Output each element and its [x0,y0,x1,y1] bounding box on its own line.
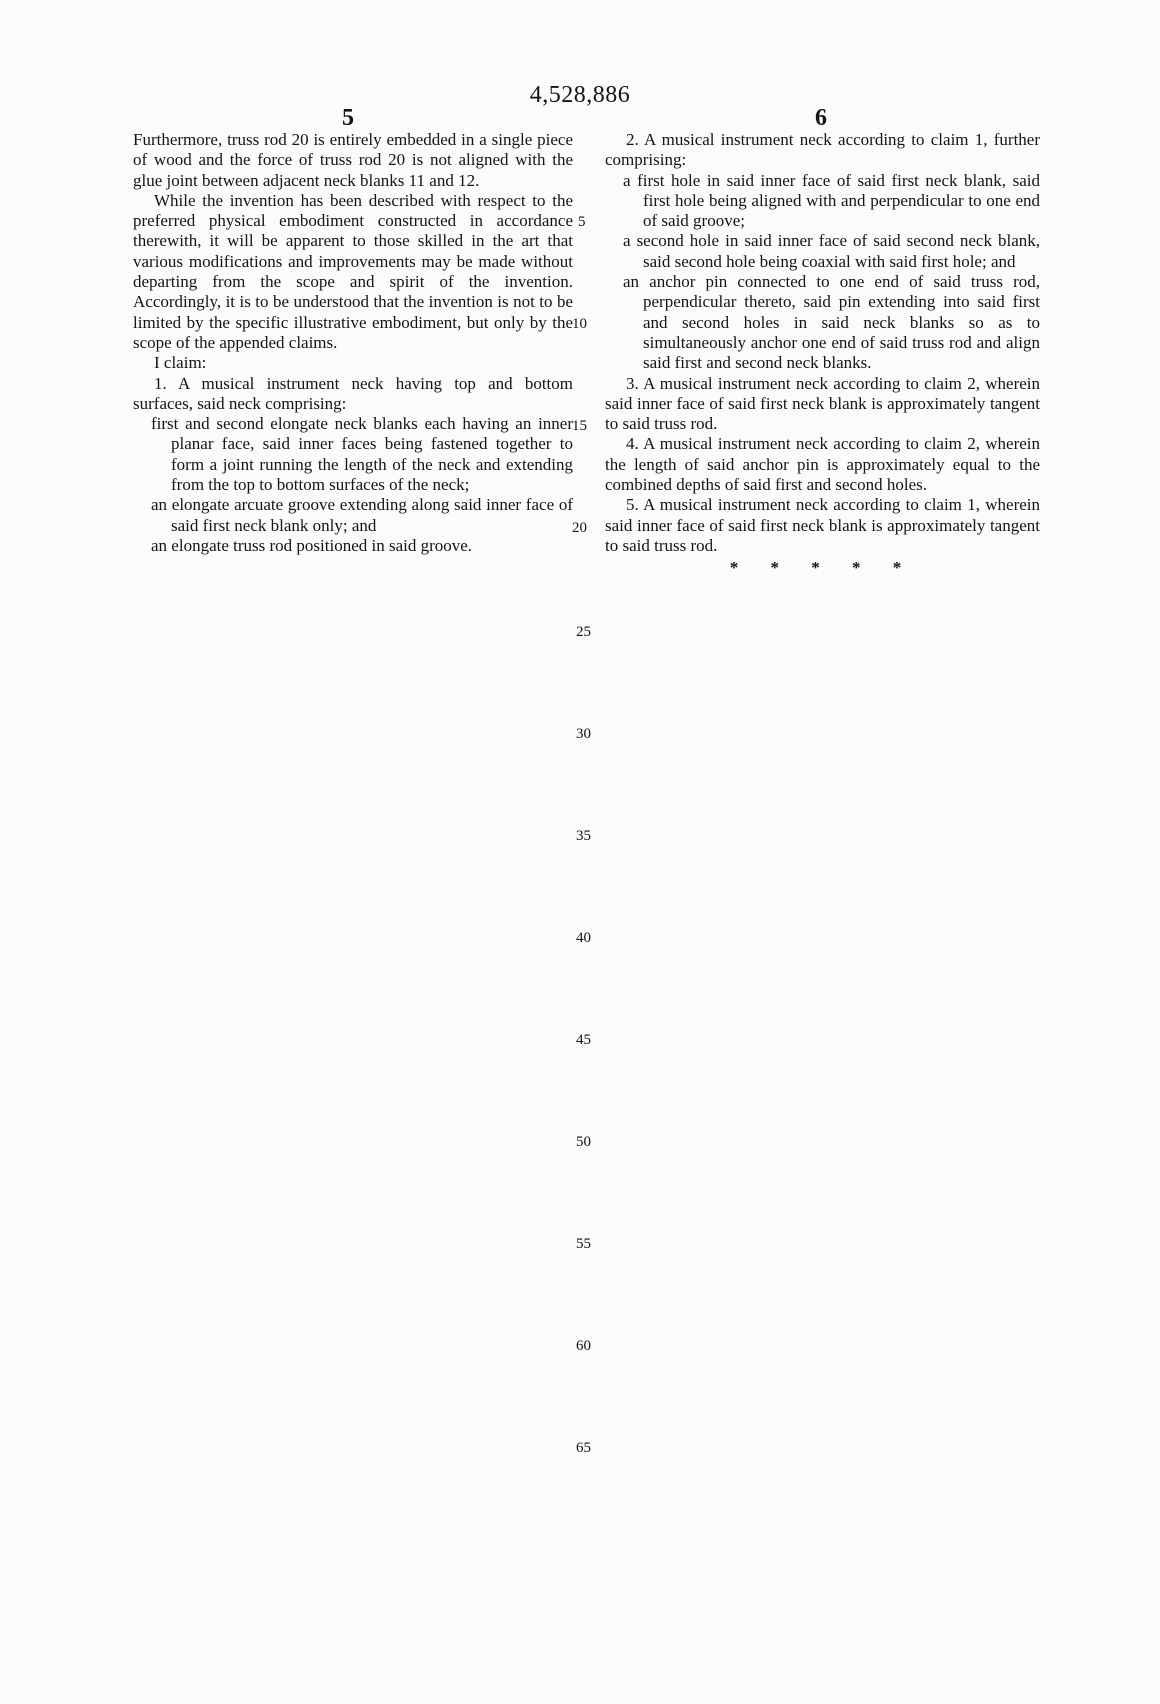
left-column [133,130,573,556]
line-number: 25 [576,624,591,640]
claim-clause: an elongate arcuate groove extending along said inner face of said first neck blank only; and [151,495,573,535]
line-number: 35 [576,828,591,844]
claims-intro: I claim: [154,353,207,373]
line-number: 30 [576,726,591,742]
line-number: 50 [576,1134,591,1150]
claim-2: 2. A musical instrument neck according to claim 1, further comprising: [605,130,1040,170]
paragraph: While the invention has been described with respect to the preferred physical embodiment constructed in accordance therewith, it will be apparent to those skilled in the art that various modifications and improvements may be made without departing from the scope and spirit of the invention. Accordingly, it is to be understood that the invention is not to be limited by the specific illustrative embodiment, but only by the scope of the appended claims. [133,190,573,352]
claim-clause: first and second elongate neck blanks each having an inner planar face, said inner faces being fastened together to form a joint running the length of the neck and extending from the top to bottom surfaces of the neck; [151,414,573,495]
right-column [605,130,1040,579]
line-number: 10 [572,316,587,332]
claim-1: 1. A musical instrument neck having top and bottom surfaces, said neck comprising: [133,373,573,413]
right-column-number: 6 [815,105,827,131]
patent-number: 4,528,886 [529,82,631,108]
line-number: 55 [576,1236,591,1252]
claim-3: 3. A musical instrument neck according to claim 2, wherein said inner face of said first neck blank is approximately tangent to said truss rod. [605,373,1040,434]
line-number: 40 [576,930,591,946]
claim-5: 5. A musical instrument neck according to claim 1, wherein said inner face of said first neck blank is approximately tangent to said truss rod. [605,495,1040,555]
claim-clause: an elongate truss rod positioned in said groove. [151,535,473,555]
line-number: 65 [576,1440,591,1456]
claim-clause: a second hole in said inner face of said second neck blank, said second hole being coaxial with said first hole; and [623,231,1040,271]
line-number: 60 [576,1338,591,1354]
claim-4: 4. A musical instrument neck according to claim 2, wherein the length of said anchor pin is approximately equal to the combined depths of said first and second holes. [605,434,1040,495]
end-stars: * * * * * [729,558,916,578]
line-number: 20 [572,520,587,536]
claim-clause: a first hole in said inner face of said first neck blank, said first hole being aligned with and perpendicular to one end of said groove; [623,170,1040,231]
left-column-number: 5 [342,105,354,131]
line-number: 15 [572,418,587,434]
line-number: 5 [578,214,586,230]
paragraph: Furthermore, truss rod 20 is entirely embedded in a single piece of wood and the force of truss rod 20 is not aligned with the glue joint between adjacent neck blanks 11 and 12. [133,130,573,190]
line-number: 45 [576,1032,591,1048]
claim-clause: an anchor pin connected to one end of said truss rod, perpendicular thereto, said pin extending into said first and second holes in said neck blanks so as to simultaneously anchor one end of said truss rod and align said first and second neck blanks. [623,272,1040,373]
